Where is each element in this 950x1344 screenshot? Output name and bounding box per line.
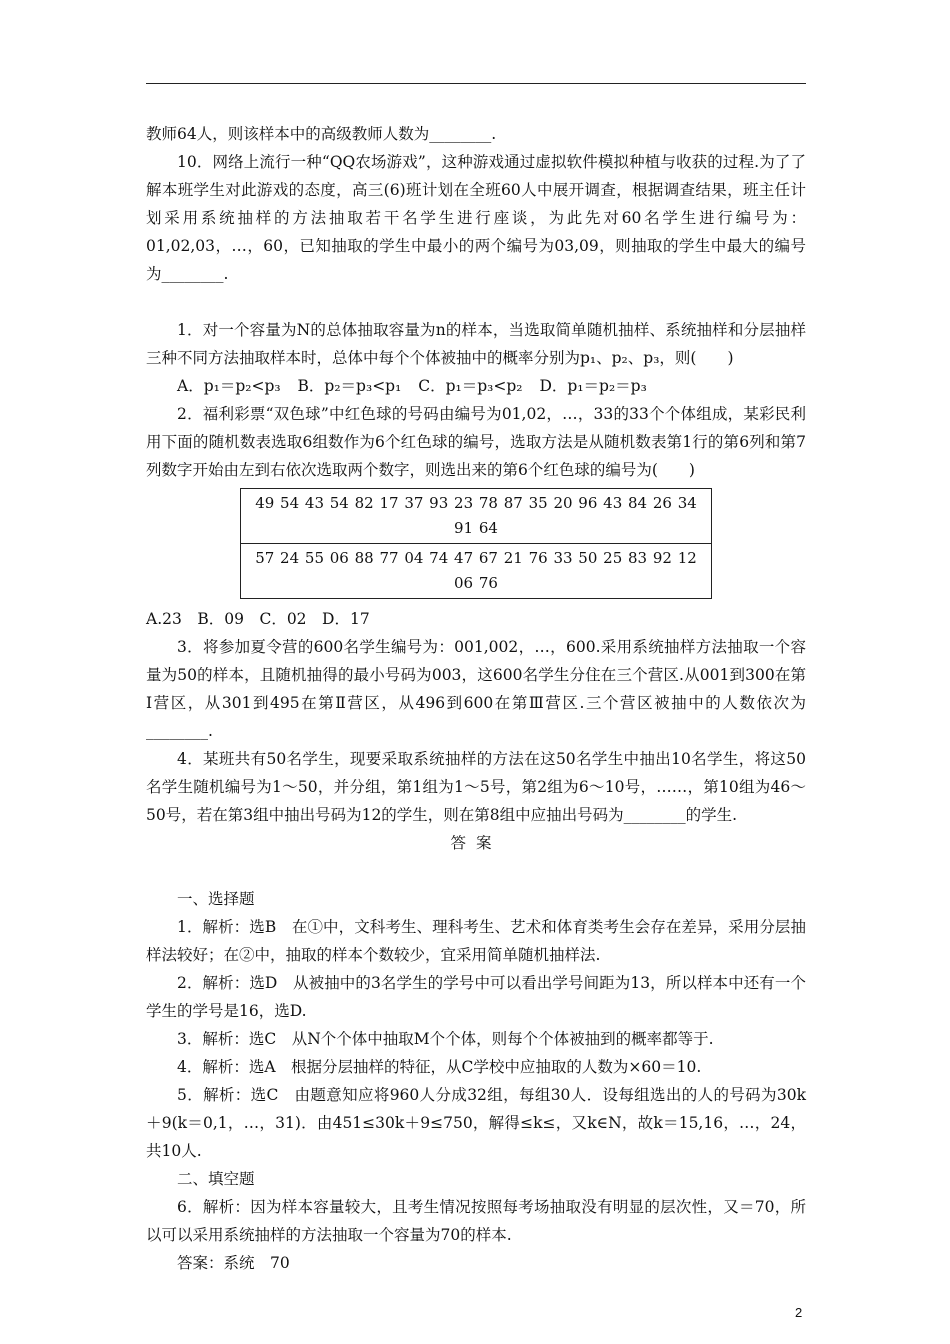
bonus-question-2-options: A.23 B．09 C．02 D．17 <box>146 610 370 628</box>
bonus-question-1: 1．对一个容量为N的总体抽取容量为n的样本，当选取简单随机抽样、系统抽样和分层抽样三种不同方法抽取样本时，总体中每个个体被抽中的概率分别为p₁、p₂、p₃，则( ) <box>146 321 806 367</box>
answer-3: 3．解析：选C 从N个个体中抽取M个个体，则每个个体被抽到的概率都等于. <box>177 1030 714 1048</box>
section-heading-choice: 一、选择题 <box>177 890 255 908</box>
answer-4: 4．解析：选A 根据分层抽样的特征，从C学校中应抽取的人数为×60＝10. <box>177 1058 702 1076</box>
option-a: A．p₁＝p₂<p₃ <box>177 377 281 395</box>
random-number-table <box>240 488 712 599</box>
answer-heading: 答案 <box>450 834 502 852</box>
section-heading-fill: 二、填空题 <box>177 1170 255 1188</box>
bonus-question-1-options <box>146 372 806 400</box>
bonus-question-2: 2．福利彩票“双色球”中红色球的号码由编号为01,02，…，33的33个个体组成，某彩民利用下面的随机数表选取6组数作为6个红色球的编号，选取方法是从随机数表第1行的第6列和第7列数字开始由左到右依次选取两个数字，则选出来的第6个红色球的编号为( ) <box>146 405 806 479</box>
table-cell: 49 54 43 54 82 17 37 93 23 78 87 35 20 96 43 84 26 34 91 64 <box>241 489 712 544</box>
bonus-question-3: 3．将参加夏令营的600名学生编号为：001,002，…，600.采用系统抽样方法抽取一个容量为50的样本，且随机抽得的最小号码为003，这600名学生分住在三个营区.从001到300在第Ⅰ营区，从301到495在第Ⅱ营区，从496到600在第Ⅲ营区.三个营区被抽中的人数依次为________. <box>146 638 806 740</box>
bonus-question-4: 4．某班共有50名学生，现要采取系统抽样的方法在这50名学生中抽出10名学生，将这50名学生随机编号为1～50，并分组，第1组为1～5号，第2组为6～10号，……，第10组为46～50号，若在第3组中抽出号码为12的学生，则在第8组中应抽出号码为________的学生. <box>146 750 806 824</box>
answer-6-result: 答案：系统 70 <box>177 1254 290 1272</box>
line-continuation: 教师64人，则该样本中的高级教师人数为________. <box>146 125 497 143</box>
page-content <box>146 120 806 1277</box>
answer-2: 2．解析：选D 从被抽中的3名学生的学号中可以看出学号间距为13，所以样本中还有一个学生的学号是16，选D. <box>146 974 806 1020</box>
header-rule <box>146 83 806 84</box>
answer-1: 1．解析：选B 在①中，文科考生、理科考生、艺术和体育类考生会存在差异，采用分层抽样法较好；在②中，抽取的样本个数较少，宜采用简单随机抽样法. <box>146 918 806 964</box>
option-d: D．p₁＝p₂＝p₃ <box>539 377 647 395</box>
table-cell: 57 24 55 06 88 77 04 74 47 67 21 76 33 50 25 83 92 12 06 76 <box>241 544 712 599</box>
question-10: 10．网络上流行一种“QQ农场游戏”，这种游戏通过虚拟软件模拟种植与收获的过程.为了了解本班学生对此游戏的态度，高三(6)班计划在全班60人中展开调查，根据调查结果，班主任计划采用系统抽样的方法抽取若干名学生进行座谈，为此先对60名学生进行编号为：01,02,03，…，60，已知抽取的学生中最小的两个编号为03,09，则抽取的学生中最大的编号为________. <box>146 153 806 283</box>
table-row <box>241 489 712 544</box>
option-c: C．p₁＝p₃<p₂ <box>418 377 523 395</box>
answer-6: 6．解析：因为样本容量较大，且考生情况按照每考场抽取没有明显的层次性，又＝70，所以可以采用系统抽样的方法抽取一个容量为70的样本. <box>146 1198 806 1244</box>
answer-5: 5．解析：选C 由题意知应将960人分成32组，每组30人．设每组选出的人的号码为30k＋9(k＝0,1，…，31)．由451≤30k＋9≤750，解得≤k≤，又k∈N，故k＝15,16，…，24，共10人. <box>146 1086 806 1160</box>
option-b: B．p₂＝p₃<p₁ <box>297 377 402 395</box>
table-row <box>241 544 712 599</box>
page-number: 2 <box>795 1305 803 1320</box>
